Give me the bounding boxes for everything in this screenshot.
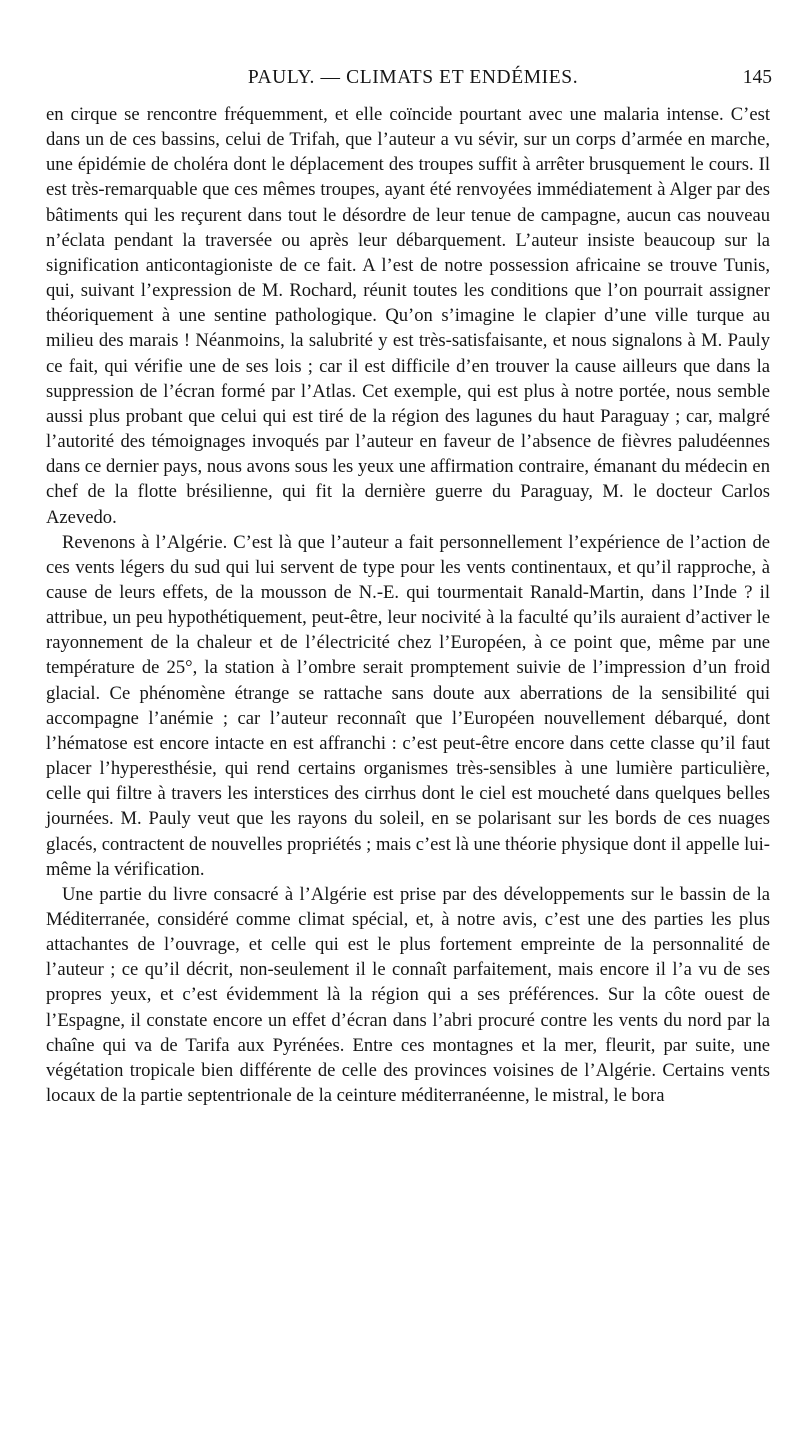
page-number: 145 <box>742 67 772 88</box>
running-header <box>46 62 780 94</box>
paragraph-1: en cirque se rencontre fréquemment, et elle coïncide pourtant avec une malaria intense. C’est dans un de ces bassins, celui de Trifah, que l’auteur a vu sévir, sur un corps d’armée en marche, une épidémie de choléra dont le déplacement des troupes suffit à arrêter brusquement le cours. Il est très-remarquable que ces mêmes troupes, ayant été renvoyées immédiatement à Alger par des bâtiments qui les reçurent dans tout le désordre de leur tenue de campagne, aucun cas nouveau n’éclata pendant la traversée ou après leur débarquement. L’auteur insiste beaucoup sur la signification anticontagioniste de ce fait. A l’est de notre possession africaine se trouve Tunis, qui, suivant l’expression de M. Rochard, réunit toutes les conditions que l’on pourrait assigner théoriquement à une sentine pathologique. Qu’on s’imagine le clapier d’une ville turque au milieu des marais ! Néanmoins, la salubrité y est très-satisfaisante, et nous signalons à M. Pauly ce fait, qui vérifie une de ses lois ; car il est difficile d’en trouver la cause ailleurs que dans la suppression de l’écran formé par l’Atlas. Cet exemple, qui est plus à notre portée, nous semble aussi plus probant que celui qui est tiré de la région des lagunes du haut Paraguay ; car, malgré l’autorité des témoignages invoqués par l’auteur en faveur de l’absence de fièvres paludéennes dans ce dernier pays, nous avons sous les yeux une affirmation contraire, émanant du médecin en chef de la flotte brésilienne, qui fit la dernière guerre du Paraguay, M. le docteur Carlos Azevedo. <box>46 104 770 528</box>
paragraph-2: Revenons à l’Algérie. C’est là que l’auteur a fait personnellement l’expérience de l’action de ces vents légers du sud qui lui servent de type pour les vents continentaux, et qu’il rapproche, à cause de leurs effets, de la mousson de N.-E. qui tourmentait Ranald-Martin, dans l’Inde ? il attribue, un peu hypothétiquement, peut-être, leur nocivité à la faculté qu’ils auraient d’activer le rayonnement de la chaleur et de l’électricité chez l’Européen, à ce point que, même par une température de 25°, la station à l’ombre serait promptement suivie de l’impression d’un froid glacial. Ce phénomène étrange se rattache sans doute aux aberrations de la sensibilité qui accompagne l’anémie ; car l’auteur reconnaît que l’Européen nouvellement débarqué, dont l’hématose est encore intacte en est affranchi : c’est peut-être encore dans cette classe qu’il faut placer l’hyperesthésie, qui rend certains organismes très-sensibles à une lumière particulière, celle qui filtre à travers les interstices des cirrhus dont le ciel est moucheté dans quelques belles journées. M. Pauly veut que les rayons du soleil, en se polarisant sur les bords de ces nuages glacés, contractent de nouvelles propriétés ; mais c’est là une théorie physique dont il appelle lui-même la vérification. <box>46 531 770 880</box>
running-title: PAULY. — CLIMATS ET ENDÉMIES. <box>247 67 579 88</box>
body-text <box>46 102 770 1108</box>
paragraph-3: Une partie du livre consacré à l’Algérie est prise par des développements sur le bassin de la Méditerranée, considéré comme climat spécial, et, à notre avis, c’est une des parties les plus attachantes de l’ouvrage, et celle qui est le plus fortement empreinte de la personnalité de l’auteur ; ce qu’il décrit, non-seulement il le connaît parfaitement, mais encore il l’a vu de ses propres yeux, et c’est évidemment là la région qui a ses préférences. Sur la côte ouest de l’Espagne, il constate encore un effet d’écran dans l’abri procuré contre les vents du nord par la chaîne qui va de Tarifa aux Pyrénées. Entre ces montagnes et la mer, fleurit, par suite, une végétation tropicale bien différente de celle des provinces voisines de l’Algérie. Certains vents locaux de la partie septentrionale de la ceinture méditerranéenne, le mistral, le bora <box>46 883 770 1107</box>
